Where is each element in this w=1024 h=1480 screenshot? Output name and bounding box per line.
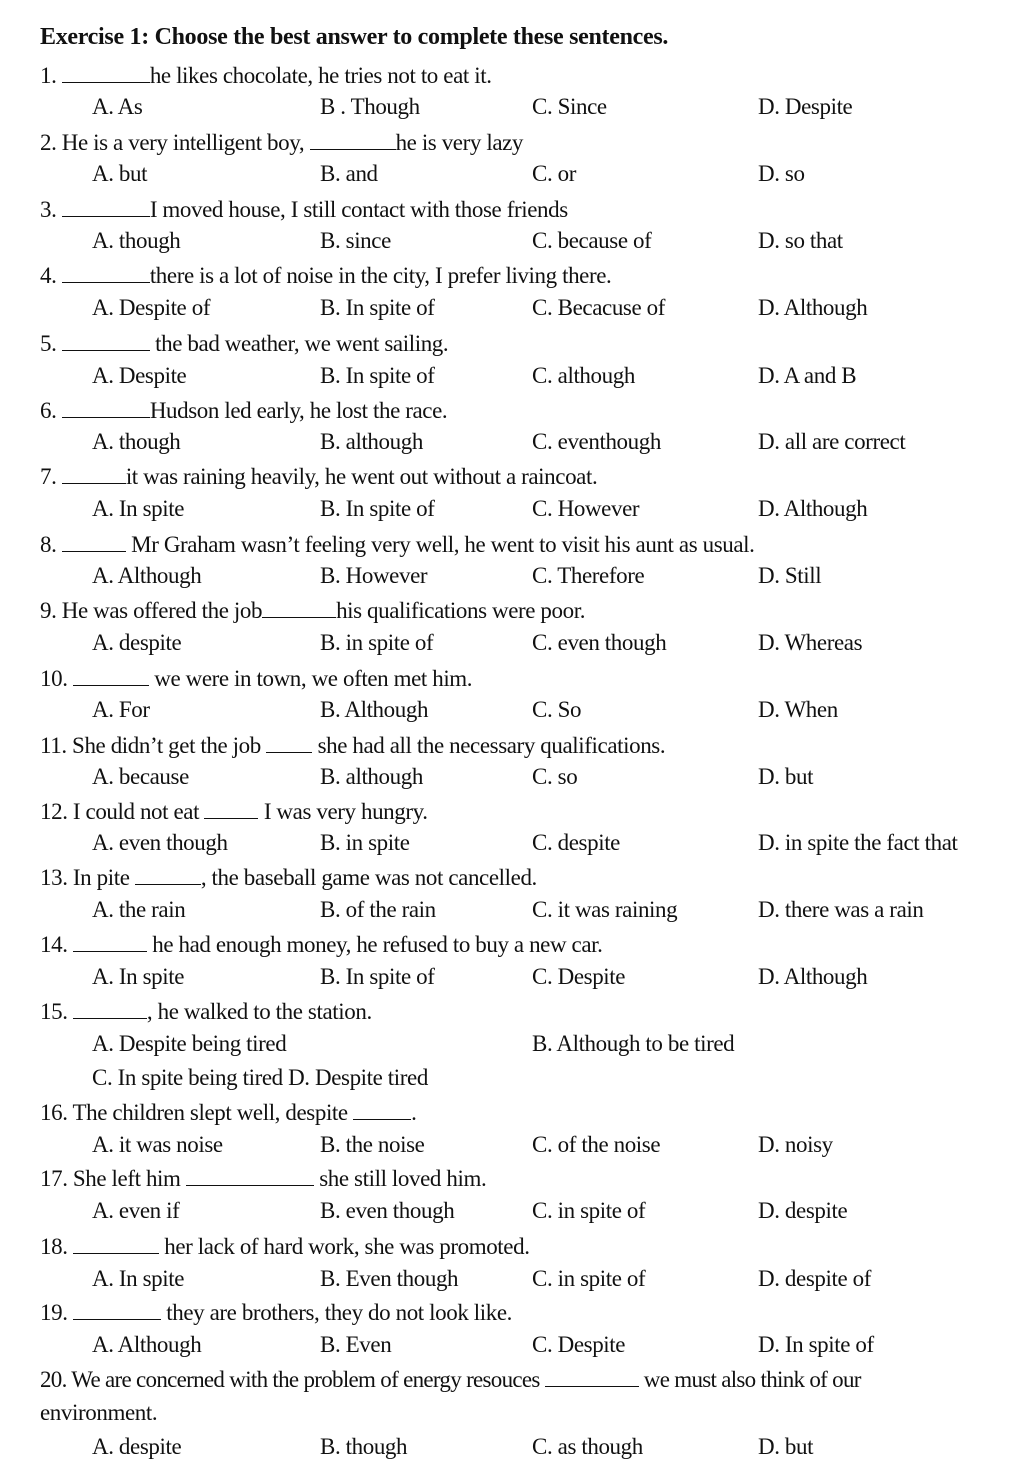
- option-b: B . Though: [320, 94, 420, 119]
- answer-blank: [135, 864, 201, 885]
- option-d: D. When: [758, 697, 838, 722]
- option-d: D. Still: [758, 563, 822, 588]
- option-b: B. In spite of: [320, 964, 435, 989]
- option-a: A. despite: [92, 1434, 182, 1459]
- option-b: B. Although to be tired: [532, 1031, 735, 1056]
- option-c: C. Despite: [532, 1332, 626, 1357]
- question-10: [40, 665, 472, 692]
- question-text-before: 12. I could not eat: [40, 799, 205, 824]
- exercise-title: Exercise 1: Choose the best answer to complete these sentences.: [40, 24, 669, 50]
- question-text-after: his qualifications were poor.: [336, 598, 586, 623]
- option-c: C. so: [532, 764, 578, 789]
- question-11: [40, 732, 665, 759]
- answer-blank: [62, 330, 150, 351]
- question-text-before: 19.: [40, 1300, 73, 1325]
- question-2: [40, 129, 523, 156]
- option-b: B. Even: [320, 1332, 392, 1357]
- question-5: [40, 330, 448, 357]
- question-text-before: 11. She didn’t get the job: [40, 733, 267, 758]
- option-c: C. despite: [532, 830, 620, 855]
- option-b: B. In spite of: [320, 496, 435, 521]
- question-16: [40, 1099, 416, 1126]
- question-text-before: 20. We are concerned with the problem of energy resouces: [40, 1367, 545, 1392]
- question-9: [40, 597, 585, 624]
- option-b: B. In spite of: [320, 295, 435, 320]
- option-a: A. even if: [92, 1198, 180, 1223]
- answer-blank: [62, 463, 126, 484]
- question-text-after: they are brothers, they do not look like.: [160, 1300, 513, 1325]
- question-text-after: her lack of hard work, she was promoted.: [158, 1234, 530, 1259]
- option-d: D. in spite the fact that: [758, 830, 958, 855]
- question-text-before: 16. The children slept well, despite: [40, 1100, 354, 1125]
- option-b: B. in spite: [320, 830, 410, 855]
- option-c: C. it was raining: [532, 897, 678, 922]
- question-text-after: Mr Graham wasn’t feeling very well, he went to visit his aunt as usual.: [125, 532, 755, 557]
- option-d: D. Although: [758, 964, 868, 989]
- answer-blank: [262, 597, 336, 618]
- option-d: D. there was a rain: [758, 897, 924, 922]
- option-d: D. A and B: [758, 363, 857, 388]
- option-b: B. since: [320, 228, 391, 253]
- question-text-before: 17. She left him: [40, 1166, 186, 1191]
- option-c: C. So: [532, 697, 582, 722]
- option-c: C. Therefore: [532, 563, 645, 588]
- option-d: D. but: [758, 1434, 814, 1459]
- option-c: C. Becacuse of: [532, 295, 665, 320]
- question-text-after: .: [411, 1100, 417, 1125]
- option-c: C. because of: [532, 228, 652, 253]
- question-20: [40, 1366, 861, 1393]
- option-c-d: C. In spite being tired D. Despite tired: [92, 1065, 428, 1090]
- question-text-before: 7.: [40, 464, 62, 489]
- question-text-after: , he walked to the station.: [146, 999, 372, 1024]
- option-b: B. However: [320, 563, 428, 588]
- question-text-before: 2. He is a very intelligent boy,: [40, 130, 310, 155]
- question-8: [40, 531, 755, 558]
- answer-blank: [266, 732, 312, 753]
- option-b: B. Even though: [320, 1266, 459, 1291]
- answer-blank: [62, 62, 150, 83]
- question-text-before: 3.: [40, 197, 62, 222]
- option-c: C. eventhough: [532, 429, 661, 454]
- option-a: A. it was noise: [92, 1132, 223, 1157]
- question-text-after: she still loved him.: [313, 1166, 487, 1191]
- question-19: [40, 1299, 512, 1326]
- question-7: [40, 463, 597, 490]
- answer-blank: [73, 998, 147, 1019]
- option-b: B. although: [320, 764, 423, 789]
- answer-blank: [204, 798, 258, 819]
- option-a: A. In spite: [92, 496, 185, 521]
- option-d: D. noisy: [758, 1132, 833, 1157]
- option-c: C. or: [532, 161, 577, 186]
- question-3: [40, 196, 568, 223]
- answer-blank: [73, 1233, 159, 1254]
- option-d: D. but: [758, 764, 814, 789]
- option-d: D. Despite: [758, 94, 853, 119]
- option-d: D. so: [758, 161, 805, 186]
- question-text-after: we were in town, we often met him.: [148, 666, 473, 691]
- question-18: [40, 1233, 530, 1260]
- option-b: B. of the rain: [320, 897, 436, 922]
- option-d: D. despite: [758, 1198, 848, 1223]
- option-a: A. For: [92, 697, 150, 722]
- answer-blank: [73, 665, 149, 686]
- question-text-before: 13. In pite: [40, 865, 135, 890]
- option-d: D. In spite of: [758, 1332, 874, 1357]
- option-c: C. of the noise: [532, 1132, 661, 1157]
- option-a: A. despite: [92, 630, 182, 655]
- question-text-before: 5.: [40, 331, 62, 356]
- question-12: [40, 798, 428, 825]
- option-a: A. even though: [92, 830, 228, 855]
- option-d: D. so that: [758, 228, 843, 253]
- option-d: D. all are correct: [758, 429, 906, 454]
- question-text-before: 10.: [40, 666, 73, 691]
- option-c: C. even though: [532, 630, 667, 655]
- option-b: B. even though: [320, 1198, 455, 1223]
- question-1: [40, 62, 492, 89]
- question-text-before: 1.: [40, 63, 62, 88]
- answer-blank: [353, 1099, 411, 1120]
- option-d: D. Whereas: [758, 630, 863, 655]
- option-b: B. though: [320, 1434, 408, 1459]
- option-a: A. though: [92, 228, 181, 253]
- option-a: A. Although: [92, 563, 202, 588]
- question-4: [40, 262, 611, 289]
- question-text-before: 4.: [40, 263, 62, 288]
- option-d: D. Although: [758, 295, 868, 320]
- question-text-after: he had enough money, he refused to buy a new car.: [146, 932, 603, 957]
- option-a: A. but: [92, 161, 148, 186]
- option-a: A. Despite: [92, 363, 187, 388]
- answer-blank: [73, 1299, 161, 1320]
- option-a: A. In spite: [92, 964, 185, 989]
- question-20-continued: environment.: [40, 1400, 158, 1425]
- option-b: B. in spite of: [320, 630, 434, 655]
- question-6: [40, 397, 447, 424]
- option-c: C. as though: [532, 1434, 643, 1459]
- answer-blank: [73, 931, 147, 952]
- question-13: [40, 864, 537, 891]
- answer-blank: [186, 1165, 314, 1186]
- question-text-after: there is a lot of noise in the city, I prefer living there.: [149, 263, 612, 288]
- question-text-after: I moved house, I still contact with those friends: [149, 197, 568, 222]
- option-b: B. Although: [320, 697, 429, 722]
- question-text-after: the bad weather, we went sailing.: [149, 331, 449, 356]
- question-text-before: 8.: [40, 532, 62, 557]
- option-b: B. In spite of: [320, 363, 435, 388]
- question-text-after: she had all the necessary qualifications.: [312, 733, 666, 758]
- option-b: B. the noise: [320, 1132, 425, 1157]
- option-b: B. and: [320, 161, 378, 186]
- option-a: A. because: [92, 764, 189, 789]
- option-c: C. However: [532, 496, 640, 521]
- question-text-before: 9. He was offered the job: [40, 598, 263, 623]
- option-d: D. despite of: [758, 1266, 871, 1291]
- option-a: A. As: [92, 94, 143, 119]
- answer-blank: [310, 129, 396, 150]
- question-text-after: , the baseball game was not cancelled.: [200, 865, 537, 890]
- question-text-after: Hudson led early, he lost the race.: [149, 398, 448, 423]
- question-15: [40, 998, 372, 1025]
- option-a: A. Despite being tired: [92, 1031, 287, 1056]
- question-17: [40, 1165, 486, 1192]
- option-b: B. although: [320, 429, 423, 454]
- option-c: C. although: [532, 363, 635, 388]
- question-text-before: 6.: [40, 398, 62, 423]
- question-text-after: he is very lazy: [395, 130, 524, 155]
- question-text-after: he likes chocolate, he tries not to eat it.: [149, 63, 492, 88]
- question-text-after: we must also think of our: [638, 1367, 861, 1392]
- answer-blank: [545, 1366, 639, 1387]
- question-text-after: I was very hungry.: [258, 799, 428, 824]
- question-text-before: 18.: [40, 1234, 73, 1259]
- option-a: A. Despite of: [92, 295, 211, 320]
- answer-blank: [62, 262, 150, 283]
- answer-blank: [62, 397, 150, 418]
- question-text-before: 14.: [40, 932, 73, 957]
- option-c: C. Despite: [532, 964, 626, 989]
- question-text-before: 15.: [40, 999, 73, 1024]
- option-a: A. In spite: [92, 1266, 185, 1291]
- option-a: A. the rain: [92, 897, 186, 922]
- option-c: C. in spite of: [532, 1266, 646, 1291]
- option-c: C. Since: [532, 94, 607, 119]
- option-d: D. Although: [758, 496, 868, 521]
- question-14: [40, 931, 603, 958]
- answer-blank: [62, 531, 126, 552]
- option-a: A. Although: [92, 1332, 202, 1357]
- option-a: A. though: [92, 429, 181, 454]
- option-c: C. in spite of: [532, 1198, 646, 1223]
- question-text-after: it was raining heavily, he went out without a raincoat.: [125, 464, 598, 489]
- answer-blank: [62, 196, 150, 217]
